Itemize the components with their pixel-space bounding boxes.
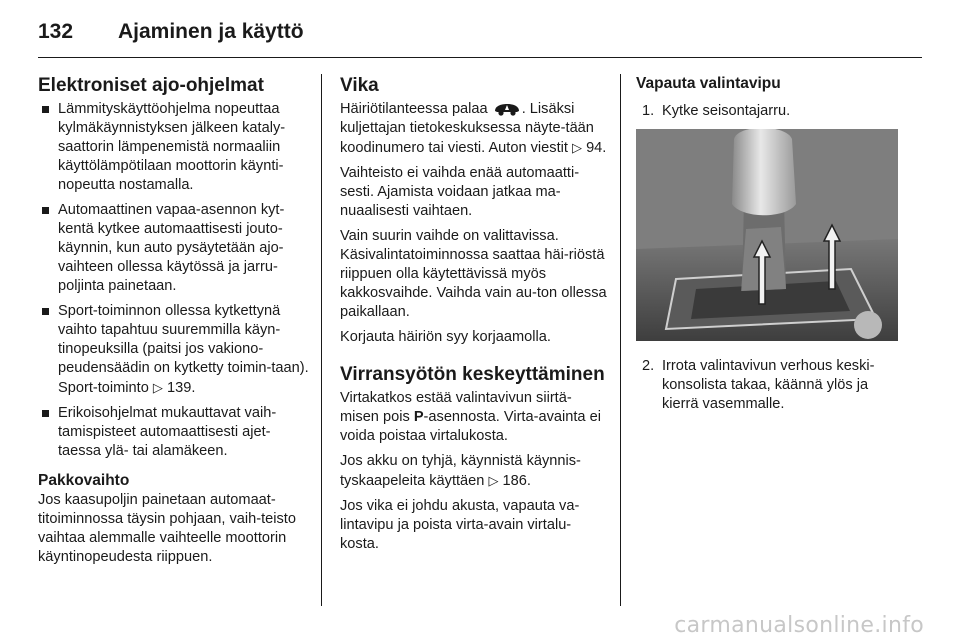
transmission-warning-icon [492, 102, 522, 116]
gear-lever-illustration [636, 129, 898, 341]
bullet-special: Erikoisohjelmat mukauttavat vaih-tamispisteet automaattisesti ajet-taessa ylä- tai alamäkeen. [38, 404, 310, 461]
power-paragraph-2 [340, 452, 610, 491]
fault-p1-ref: 94. [586, 140, 607, 156]
bullet-sport-ref: 139. [166, 380, 196, 396]
page-title: Ajaminen ja käyttö [118, 20, 304, 43]
bullet-sport [38, 302, 310, 398]
column-1 [38, 74, 310, 573]
section-heading-electronic-programs: Elektroniset ajo-ohjelmat [38, 75, 264, 96]
fault-paragraph-2: Vaihteisto ei vaihda enää automaatti-sesti. Ajamista voidaan jatkaa ma-nuaalisesti vaihtaen. [340, 165, 580, 219]
fault-p1-pre: Häiriötilanteessa palaa [340, 101, 492, 117]
step-2-number: 2. [642, 358, 655, 374]
step-2-text: Irrota valintavivun verhous keski-konsolista takaa, käännä ylös ja kierrä vasemmalle. [662, 358, 875, 412]
column-divider-1 [321, 74, 322, 606]
section-heading-release-lever: Vapauta valintavipu [636, 75, 781, 92]
watermark: carmanualsonline.info [674, 613, 924, 638]
step-1-number: 1. [642, 103, 655, 119]
fault-paragraph-3: Vain suurin vaihde on valittavissa. Käsivalintatoiminnossa saattaa häi-riöstä riippuen olla käytettävissä myös kakkosvaihde. Vaihda vain au-ton ollessa paikallaan. [340, 228, 607, 320]
bullet-neutral: Automaattinen vapaa-asennon kyt-kentä kytkee automaattisesti jouto-käynnin, kun auto pysäytetään ajo-vaihteen ollessa käytössä ja jarru-poljinta painetaan. [38, 201, 310, 296]
page-header [38, 18, 922, 54]
bullet-sport-text: Sport-toiminnon ollessa kytkettynä vaihto tapahtuu suuremmilla käyn-tinopeuksilla (paitsi jos vakiono-peudensäädin on kytketty toimin-taan). Sport-toiminto [58, 303, 309, 396]
power-p1-pre: Virtakatkos estää valintavivun siirtä-misen pois [340, 390, 572, 425]
column-3 [636, 74, 904, 420]
bullet-warmup: Lämmityskäyttöohjelma nopeuttaa kylmäkäynnistyksen jälkeen kataly-saattorin lämpenemistä normaaliin käyttölämpötilaan moottorin käynti-nopeutta nostamalla. [38, 100, 310, 195]
power-paragraph-3: Jos vika ei johdu akusta, vapauta va-lintavipu ja poista virta-avain virtalu-kosta. [340, 498, 580, 552]
fault-p1-mid: . Lisäksi kuljettajan tietokeskuksessa näyte-tään koodinumero tai viesti. Auton viestit [340, 101, 594, 156]
section-heading-fault: Vika [340, 75, 379, 96]
power-p2-pre: Jos akku on tyhjä, käynnistä käynnis-tyskaapeleita käyttäen [340, 453, 581, 489]
power-paragraph-1 [340, 389, 610, 446]
power-p2-ref: 186. [502, 473, 531, 489]
fault-paragraph-4: Korjauta häiriön syy korjaamolla. [340, 329, 551, 345]
page-ref-arrow-icon: ▷ [152, 380, 163, 395]
page-ref-arrow-icon: ▷ [488, 473, 499, 488]
fault-paragraph-1 [340, 100, 610, 158]
step-2 [636, 357, 904, 414]
page-number: 132 [38, 20, 74, 43]
gear-lever-drawing [636, 129, 898, 341]
page-ref-arrow-icon: ▷ [572, 140, 582, 155]
column-divider-2 [620, 74, 621, 606]
step-1 [636, 102, 904, 121]
column-2 [340, 74, 610, 560]
park-position-letter: P [413, 409, 424, 425]
power-p1-post: -asennosta. Virta-avainta ei voida poistaa virtalukosta. [340, 409, 601, 444]
header-rule [38, 57, 922, 58]
section-heading-power-interrupt: Virransyötön keskeyttäminen [340, 364, 605, 385]
section-heading-kickdown: Pakkovaihto [38, 472, 130, 489]
step-1-text: Kytke seisontajarru. [662, 103, 791, 119]
kickdown-paragraph: Jos kaasupoljin painetaan automaat-titoiminnossa täysin pohjaan, vaih-teisto vaihtaa alemmalle vaihteelle moottorin käyntinopeudesta riippuen. [38, 492, 296, 565]
